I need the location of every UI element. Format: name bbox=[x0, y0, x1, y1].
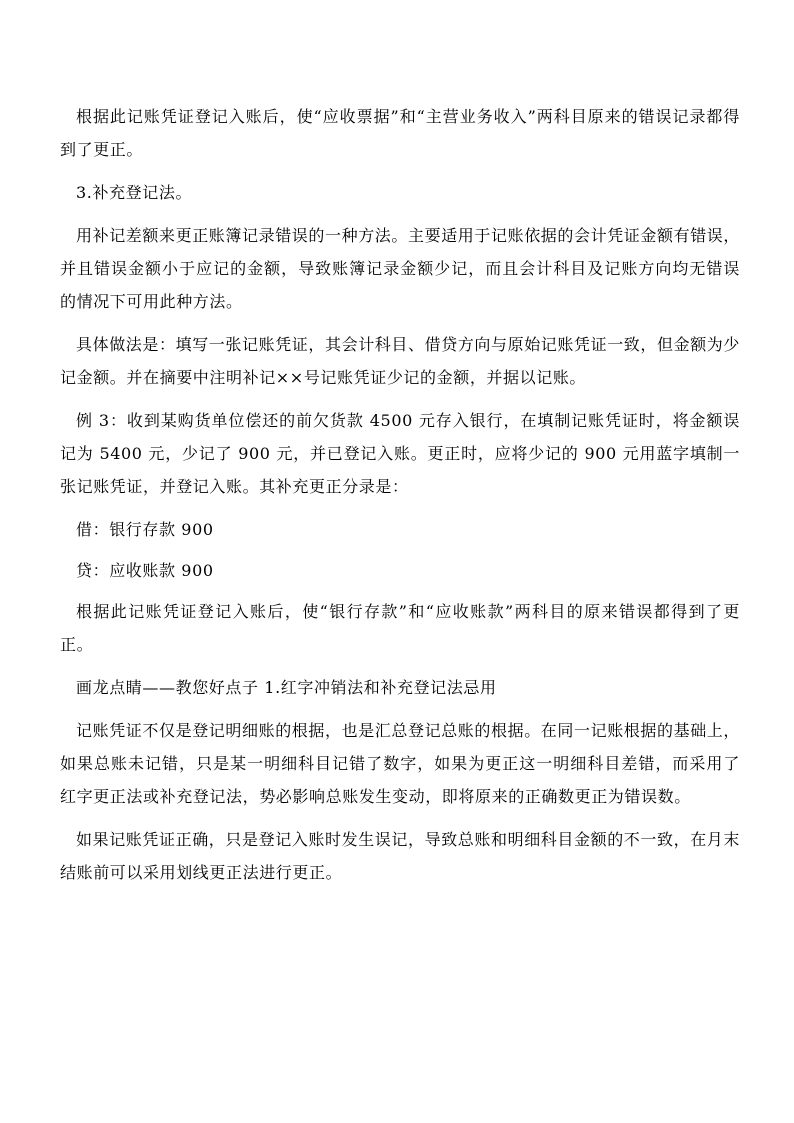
paragraph-procedure: 具体做法是：填写一张记账凭证，其会计科目、借贷方向与原始记账凭证一致，但金额为少记金额。并在摘要中注明补记××号记账凭证少记的金额，并据以记账。 bbox=[60, 335, 741, 387]
paragraph-correction-result-1: 根据此记账凭证登记入账后，使“应收票据”和“主营业务收入”两科目原来的错误记录都得到了更正。 bbox=[60, 107, 740, 159]
paragraph-example-3: 例 3：收到某购货单位偿还的前欠货款 4500 元存入银行，在填制记账凭证时，将金额误记为 5400 元，少记了 900 元，并已登记入账。更正时，应将少记的 900 元用蓝字填制一张记账凭证，并登记入账。其补充更正分录是： bbox=[60, 411, 740, 496]
paragraph-correction-result-2: 根据此记账凭证登记入账后，使“银行存款”和“应收账款”两科目的原来错误都得到了更正。 bbox=[60, 602, 740, 654]
paragraph-tip-explanation: 记账凭证不仅是登记明细账的根据，也是汇总登记总账的根据。在同一记账根据的基础上，如果总账未记错，只是某一明细科目记错了数字，如果为更正这一明细科目差错，而采用了红字更正法或补充登记法，势必影响总账发生变动，即将原来的正确数更正为错误数。 bbox=[60, 721, 741, 806]
paragraph-tip-conclusion: 如果记账凭证正确，只是登记入账时发生误记，导致总账和明细科目金额的不一致，在月末结账前可以采用划线更正法进行更正。 bbox=[60, 830, 741, 882]
paragraph-method-definition: 用补记差额来更正账簿记录错误的一种方法。主要适用于记账依据的会计凭证金额有错误，并且错误金额小于应记的金额，导致账簿记录金额少记，而且会计科目及记账方向均无错误的情况下可用此种方法。 bbox=[60, 226, 741, 311]
document-body bbox=[60, 100, 740, 899]
entry-credit-line: 贷：应收账款 900 bbox=[76, 561, 214, 580]
section-heading-supplementary-method: 3.补充登记法。 bbox=[76, 183, 193, 202]
entry-debit-line: 借：银行存款 900 bbox=[76, 520, 214, 539]
tip-heading: 画龙点睛——教您好点子 1.红字冲销法和补充登记法忌用 bbox=[76, 678, 497, 697]
